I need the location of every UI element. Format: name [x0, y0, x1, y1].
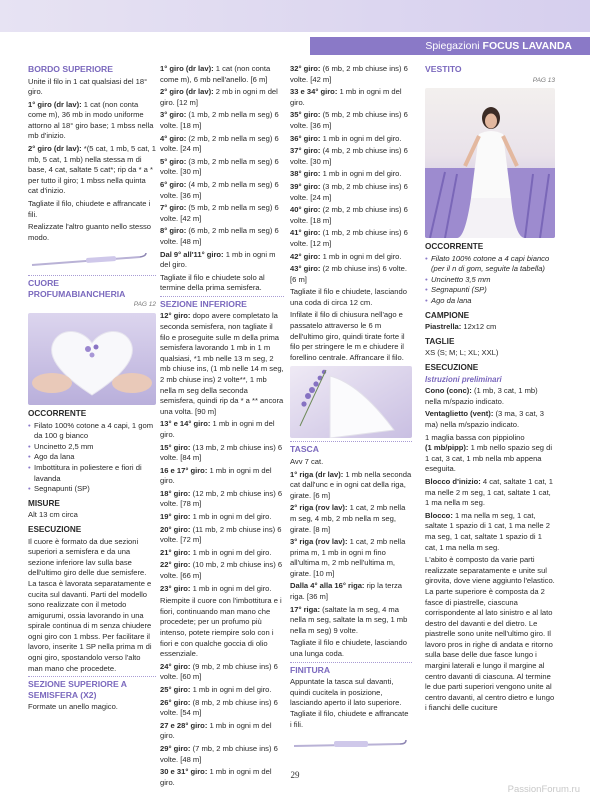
stitch-definition: Blocco: 1 ma nella m seg, 1 cat, saltate 1 spazio di 1 cat, 1 ma nelle 2 ma seg, 1 cat, saltate 1 spazio di 1 cat, 1 ma nella m seg. [425, 510, 550, 552]
instruction-row: Dal 9° all'11° giro: 1 mb in ogni m del giro. [160, 249, 276, 270]
instruction-row: 3° riga (rov lav): 1 cat, 2 mb nella prima m, 1 mb in ogni m fino all'ultima m, 2 mb nell'ultima m, girate. [10 m] [290, 537, 406, 578]
section-title-cuore: CUORE PROFUMABIANCHERIA [28, 275, 156, 299]
instruction-text: Tagliate il filo e chiudete solo al termine della prima semisfera. [160, 272, 265, 293]
instruction-text: Tagliate il filo e chiudete, lasciando una coda di circa 12 cm. [290, 287, 407, 307]
material-item: • Filato 100% cotone a 4 capi bianco (per il n di gom, seguite la tabella) [425, 254, 555, 275]
materials-list-cuore [28, 421, 156, 495]
instruction-row: 21° giro: 1 mb in ogni m del giro. [160, 547, 272, 557]
material-item: • Segnapunti (SP) [425, 285, 555, 296]
crochet-hook-icon [28, 245, 156, 271]
bordo-text-3: Tagliate il filo, chiudete e affrancate i fili. [28, 199, 151, 219]
instruction-row: 23° giro: 1 mb in ogni m del giro. [160, 583, 272, 593]
material-item: • Imbottitura in poliestere e fiori di lavanda [28, 463, 156, 484]
instruction-row: 2° riga (rov lav): 1 cat, 2 mb nella m seg, 4 mb, 2 mb nella m seg, girate. [8 m] [290, 503, 406, 534]
instruction-row: 20° giro: (11 mb, 2 mb chiuse ins) 6 volte. [72 m] [160, 524, 282, 545]
stitch-definition: Blocco d'inizio: 4 cat, saltate 1 cat, 1 ma nelle 2 m seg, 1 cat, saltate 1 cat, 1 ma nella m seg. [425, 476, 553, 508]
semisfera-intro: Formate un anello magico. [28, 702, 118, 712]
instruction-row: 30 e 31° giro: 1 mb in ogni m del giro. [160, 767, 272, 787]
watermark: PassionForum.ru [507, 784, 580, 795]
bordo-text-4: Realizzate l'altro guanto nello stesso modo. [28, 222, 152, 242]
material-item: • Ago da lana [28, 452, 156, 463]
instruction-row: 41° giro: (1 mb, 2 mb chiuse ins) 6 volte. [12 m] [290, 228, 408, 248]
section-title-tasca: TASCA [290, 441, 412, 455]
dress-photo [425, 88, 555, 238]
instruction-row: 33 e 34° giro: 1 mb in ogni m del giro. [290, 87, 402, 107]
instruction-row: 1° riga (dr lav): 1 mb nella seconda cat dall'unc e in ogni cat della riga, girate. [6 m] [290, 469, 412, 500]
instruction-row: 13° e 14° giro: 1 mb in ogni m del giro. [160, 419, 275, 439]
material-item: • Ago da lana [425, 296, 555, 307]
bordo-row-1: 1° giro (dr lav): 1 cat (non conta come m), 36 mb in modo uniforme attorno al 18° giro base; 1 mbss nella mb d'inizio. [28, 99, 154, 141]
stitch-definition: 1 maglia bassa con pippiolino [425, 432, 525, 442]
section-title-semisfera: SEZIONE SUPERIORE A SEMISFERA (X2) [28, 676, 156, 700]
occorrente-title-vestito: OCCORRENTE [425, 242, 484, 252]
instruction-row: 35° giro: (5 mb, 2 mb chiuse ins) 6 volte. [36 m] [290, 110, 408, 130]
instruction-row: 42° giro: 1 mb in ogni m del giro. [290, 251, 402, 261]
instruction-row: 39° giro: (3 mb, 2 mb chiuse ins) 6 volte. [24 m] [290, 181, 408, 202]
section-title-finitura: FINITURA [290, 662, 412, 676]
stitch-definition: (1 mb/pipp): 1 mb nello spazio seg di 1 cat, 3 cat, 1 mb nella mb appena eseguita. [425, 443, 553, 474]
instruction-row: 24° giro: (9 mb, 2 mb chiuse ins) 6 volte. [60 m] [160, 661, 278, 682]
instruction-row: 22° giro: (10 mb, 2 mb chiuse ins) 6 volte. [66 m] [160, 560, 283, 581]
instruction-row: 17° riga: (saltate la m seg, 4 ma nella m seg, saltate la m seg, 1 mb nella m seg) 9 volte. [290, 604, 408, 635]
tasca-intro: Avv 7 cat. [290, 456, 324, 466]
material-item: • Uncinetto 3,5 mm [425, 275, 555, 286]
misure-title: MISURE [28, 498, 60, 508]
materials-list-vestito [425, 254, 555, 307]
section-header: Spiegazioni FOCUS LAVANDA [310, 37, 590, 55]
instruction-row: 1° giro (dr lav): 1 cat (non conta come m), 6 mb nell'anello. [6 m] [160, 64, 271, 84]
instruction-row: 32° giro: (6 mb, 2 mb chiuse ins) 6 volte. [42 m] [290, 64, 408, 84]
finitura-text: Appuntate la tasca sul davanti, quindi cucitela in posizione, lasciando aperto il lato superiore. Tagliate il filo, chiudete e affrancate i fili. [290, 677, 409, 729]
instruction-row: 8° giro: (6 mb, 2 mb nella m seg) 6 volte. [48 m] [160, 226, 279, 246]
instruction-row: 2° giro (dr lav): 2 mb in ogni m del giro. [12 m] [160, 87, 278, 107]
instruction-row: 40° giro: (2 mb, 2 mb chiuse ins) 6 volte. [18 m] [290, 205, 408, 225]
esecuzione-title-cuore: ESECUZIONE [28, 524, 82, 534]
instruction-row: 6° giro: (4 mb, 2 mb nella m seg) 6 volte. [36 m] [160, 179, 279, 200]
column-3 [290, 64, 412, 762]
instruction-row: 38° giro: 1 mb in ogni m del giro. [290, 169, 402, 179]
instruction-row-12: 12° giro: dopo avere completato la seconda semisfera, non tagliate il filo e proseguite sulle m della prima semisfera lavorando 1 mb in 1 m qualsiasi, *1 mb nelle 13 m seg, 2 mb chiuse ins, (1 mb nelle 14 m seg, 2 mb chiuse ins) 2 volte**, 1 mb nella m seg della seconda semisfera, quindi rip da * a ** ancora una volta. [90 m] [160, 311, 284, 416]
column-2 [160, 64, 284, 790]
column-1 [28, 64, 156, 715]
material-item: • Segnapunti (SP) [28, 484, 156, 495]
occorrente-title-cuore: OCCORRENTE [28, 409, 87, 418]
instruction-text: Tagliate il filo e chiudete, lasciando una lunga coda. [290, 638, 407, 659]
stitch-definition: Ventaglietto (vent): (3 ma, 3 cat, 3 ma) nella m/spazio indicato. [425, 409, 545, 429]
istruzioni-title: Istruzioni preliminari [425, 374, 502, 384]
instruction-row: 27 e 28° giro: 1 mb in ogni m del giro. [160, 720, 272, 741]
section-title-inferiore: SEZIONE INFERIORE [160, 296, 284, 310]
page-ref-vestito: PAG 13 [532, 76, 555, 84]
bordo-row-2: 2° giro (dr lav): *(5 cat, 1 mb, 5 cat, 1 mb, 5 cat, 1 mb) nella stessa m di base, 4 cat, saltate 5 cat*; rip da * a * per tutto il giro; 1 mbss nella quinta cat d'inizio. [28, 144, 156, 196]
instruction-row: 36° giro: 1 mb in ogni m del giro. [290, 133, 402, 143]
instruction-row: 37° giro: (4 mb, 2 mb chiuse ins) 6 volte. [30 m] [290, 146, 408, 166]
instruction-row: 18° giro: (12 mb, 2 mb chiuse ins) 6 volte. [78 m] [160, 488, 283, 509]
instruction-row: 29° giro: (7 mb, 2 mb chiuse ins) 6 volte. [48 m] [160, 743, 278, 764]
material-item: • Uncinetto 2,5 mm [28, 442, 156, 453]
vestito-body-text: L'abito è composto da varie parti realizzate separatamente e unite sul girovita, dove viene aggiunto l'elastico. La parte superiore è composta da 2 fasce di piastrelle, ciascuna corrispondente al lato sinistro e al lato destro del davanti e del dietro. Le piastrelle sono unite nell'ultimo giro. Il lavoro pros in righe di andata e ritorno sulla base delle due fasce lungo i margini laterali e lungo il margine al centro davanti di ciascuna. Al termine le due parti superiori vengono unite al centro davanti, al centro dietro e lungo i fianchi delle cuciture [425, 555, 555, 713]
esecuzione-title-vestito: ESECUZIONE [425, 363, 479, 373]
instruction-row: 25° giro: 1 mb in ogni m del giro. [160, 684, 272, 694]
page-ref-cuore: PAG 12 [133, 301, 156, 309]
heart-photo [28, 313, 156, 405]
section-title-bordo: BORDO SUPERIORE [28, 64, 113, 74]
instruction-row: 16 e 17° giro: 1 mb in ogni m del giro. [160, 465, 272, 486]
section-title-vestito: VESTITO [425, 64, 462, 74]
instruction-row: 43° giro: (2 mb chiuse ins) 6 volte. [6 m] [290, 264, 407, 284]
pocket-photo [290, 366, 412, 438]
bordo-intro: Unite il filo in 1 cat qualsiasi del 18° giro. [28, 76, 148, 97]
instruction-text: Riempite il cuore con l'imbottitura e i fiori, continuando man mano che procedete; per un profumo più intenso, potete riempire solo con i fiori e con qualche goccia di olio essenziale. [160, 596, 282, 659]
instruction-row: 19° giro: 1 mb in ogni m del giro. [160, 512, 272, 522]
esecuzione-text-cuore: Il cuore è formato da due sezioni superiori a semisfera e da una sezione inferiore lav sulla base dell'ultimo giro delle due semisfere. La tasca è lavorata separatamente e cucita sul davanti. Parti del modello sono realizzate con il metodo amigurumi, ossia lavorando in una spirale continua di m senza chiudere ogni giro con 1 mbss. Per facilitare il lavoro, inserite 1 SP nella prima m di ogni giro, spostandolo verso l'alto man mano che procedete. [28, 536, 152, 673]
instruction-row: 7° giro: (5 mb, 2 mb nella m seg) 6 volte. [42 m] [160, 203, 279, 223]
instruction-text: Infilate il filo di chiusura nell'ago e passatelo attraverso le 6 m dell'ultimo giro, quindi tirate forte il filo per stringere le m e chiudere il forellino centrale. Affrancare il filo. [290, 310, 405, 362]
instruction-row: 4° giro: (2 mb, 2 mb nella m seg) 6 volte. [24 m] [160, 133, 279, 154]
page-number: 29 [290, 770, 300, 780]
misure-text: Alt 13 cm circa [28, 510, 78, 520]
taglie-title: TAGLIE [425, 336, 455, 346]
crochet-hook-icon [290, 732, 412, 758]
column-4 [425, 64, 555, 716]
taglie-text: XS (S; M; L; XL; XXL) [425, 348, 499, 358]
instruction-row: Dalla 4° alla 16° riga: rip la terza riga. [36 m] [290, 581, 403, 602]
stitch-definition: Cono (conc): (1 mb, 3 cat, 1 mb) nella m/spazio indicato. [425, 386, 538, 406]
instruction-row: 5° giro: (3 mb, 2 mb nella m seg) 6 volte. [30 m] [160, 156, 279, 177]
instruction-row: 15° giro: (13 mb, 2 mb chiuse ins) 6 volte. [84 m] [160, 442, 283, 463]
instruction-row: 26° giro: (8 mb, 2 mb chiuse ins) 6 volte. [54 m] [160, 697, 278, 718]
top-color-band [0, 0, 590, 32]
campione-text: Piastrella: 12x12 cm [425, 322, 497, 332]
campione-title: CAMPIONE [425, 310, 470, 320]
instruction-row: 3° giro: (1 mb, 2 mb nella m seg) 6 volte. [18 m] [160, 110, 279, 130]
material-item: • Filato 100% cotone a 4 capi, 1 gom da 100 g bianco [28, 421, 156, 442]
